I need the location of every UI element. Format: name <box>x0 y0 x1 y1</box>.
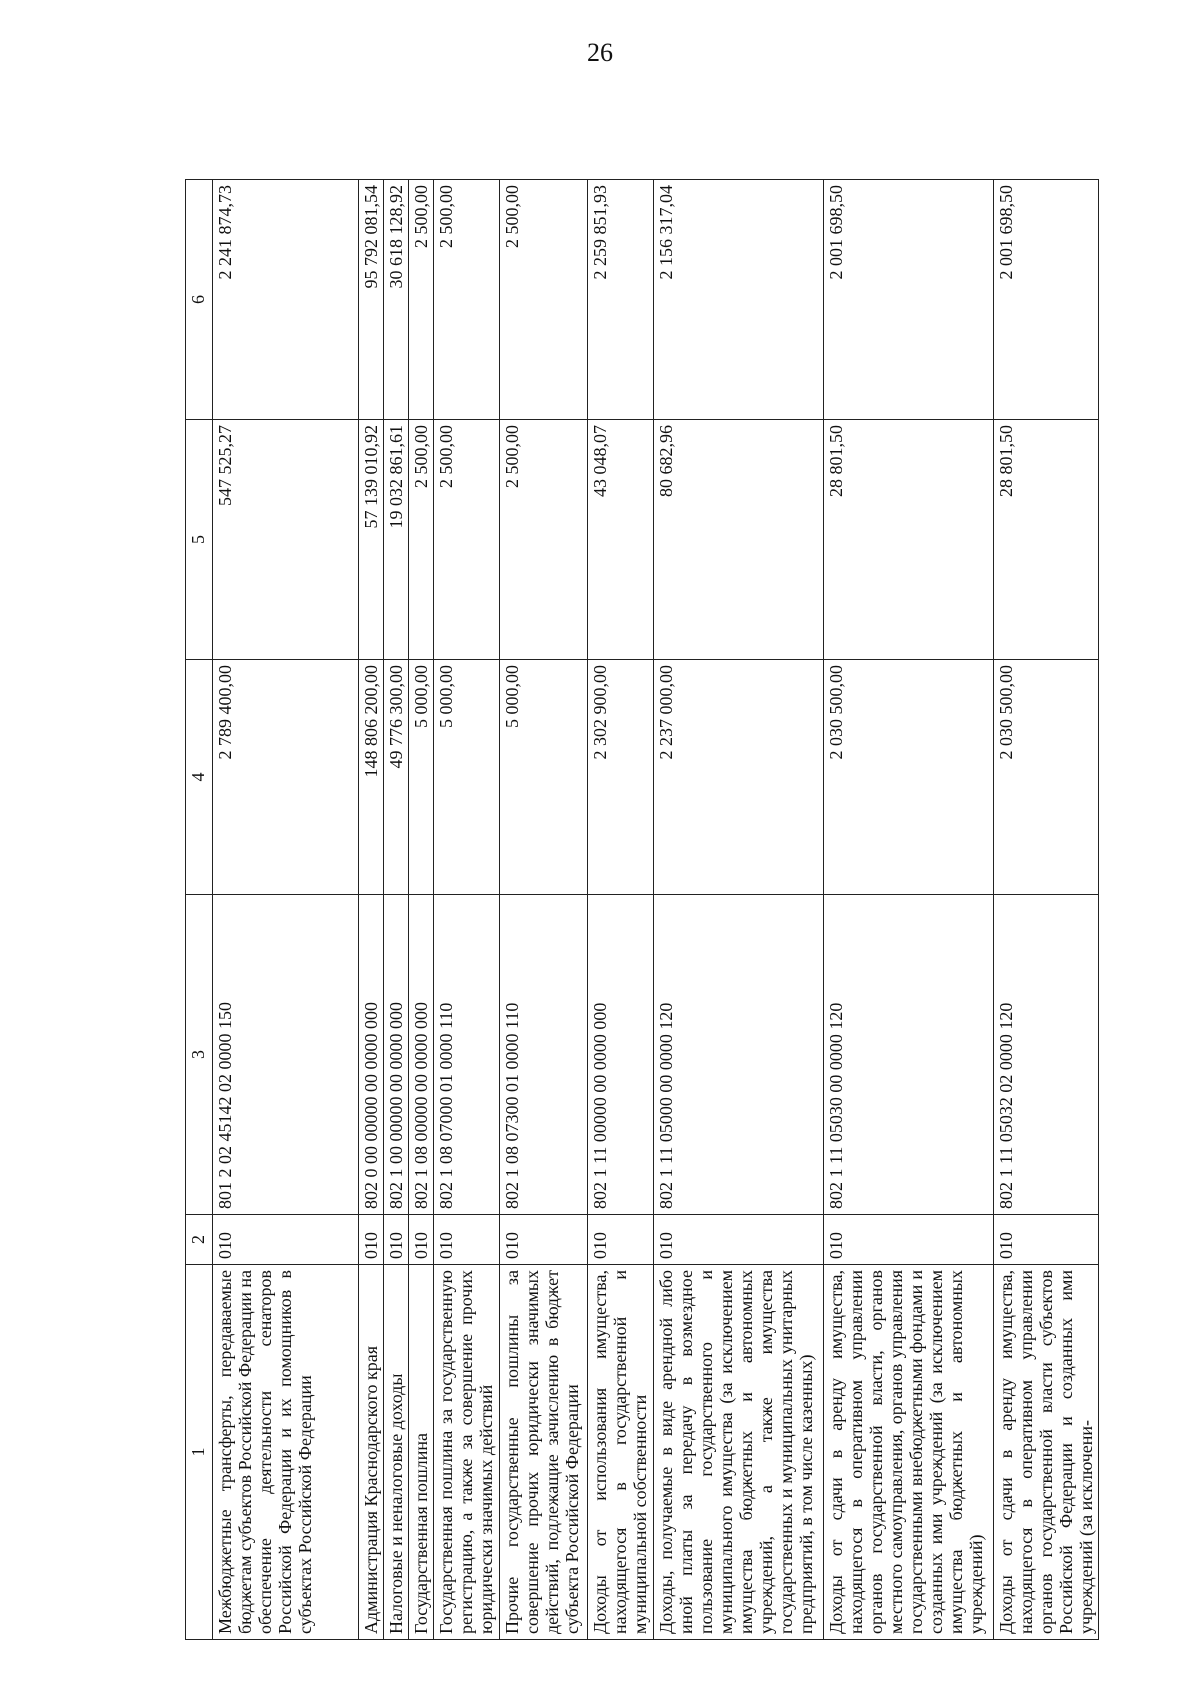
header-row <box>186 180 213 1640</box>
table-row <box>409 180 434 1640</box>
row-name: Государственная пошлина <box>409 1265 434 1640</box>
row-code: 010 <box>500 1215 588 1265</box>
row-code: 010 <box>588 1215 654 1265</box>
row-rest: 2 156 317,04 <box>654 180 824 420</box>
row-code: 010 <box>434 1215 500 1265</box>
row-code: 010 <box>654 1215 824 1265</box>
row-code: 010 <box>359 1215 384 1265</box>
row-name: Доходы, получаемые в виде арендной либо иной платы за передачу в возмездное пользование государственного и муниципального имущества (за исключением имущества бюджетных и автономных учреждений, а также имущества государственных и муниципальных унитарных предприятий, в том числе казенных) <box>654 1265 824 1640</box>
table-row <box>500 180 588 1640</box>
row-code: 010 <box>213 1215 359 1265</box>
row-code: 010 <box>824 1215 994 1265</box>
row-name: Доходы от сдачи в аренду имущества, находящегося в оперативном управлении органов государственной власти субъектов Российской Федерации и созданных ими учреждений (за исключени- <box>994 1265 1099 1640</box>
table-row <box>824 180 994 1640</box>
row-kbk: 802 1 11 00000 00 0000 000 <box>588 895 654 1215</box>
row-rest: 2 001 698,50 <box>824 180 994 420</box>
row-rest: 2 500,00 <box>434 180 500 420</box>
table-row <box>654 180 824 1640</box>
table-row <box>384 180 409 1640</box>
row-kbk: 802 1 11 05030 00 0000 120 <box>824 895 994 1215</box>
column-header: 4 <box>186 660 213 895</box>
table-row <box>994 180 1099 1640</box>
column-header: 3 <box>186 895 213 1215</box>
row-rest: 30 618 128,92 <box>384 180 409 420</box>
row-fact: 28 801,50 <box>994 420 1099 660</box>
row-plan: 2 030 500,00 <box>824 660 994 895</box>
page-number: 26 <box>587 38 613 67</box>
row-plan: 2 302 900,00 <box>588 660 654 895</box>
row-plan: 5 000,00 <box>500 660 588 895</box>
row-code: 010 <box>409 1215 434 1265</box>
row-plan: 5 000,00 <box>409 660 434 895</box>
row-code: 010 <box>994 1215 1099 1265</box>
row-name: Налоговые и неналоговые доходы <box>384 1265 409 1640</box>
row-plan: 2 237 000,00 <box>654 660 824 895</box>
row-plan: 2 789 400,00 <box>213 660 359 895</box>
row-plan: 49 776 300,00 <box>384 660 409 895</box>
row-rest: 2 500,00 <box>409 180 434 420</box>
row-name: Доходы от сдачи в аренду имущества, находящегося в оперативном управлении органов государственной власти, органов местного самоуправления, органов управления государственными внебюджетными фондами и созданных ими учреждений (за исключением имущества бюджетных и автономных учреждений) <box>824 1265 994 1640</box>
row-fact: 19 032 861,61 <box>384 420 409 660</box>
row-name: Администрация Краснодарского края <box>359 1265 384 1640</box>
row-rest: 2 500,00 <box>500 180 588 420</box>
row-fact: 80 682,96 <box>654 420 824 660</box>
column-header: 6 <box>186 180 213 420</box>
row-kbk: 802 1 00 00000 00 0000 000 <box>384 895 409 1215</box>
row-kbk: 801 2 02 45142 02 0000 150 <box>213 895 359 1215</box>
row-fact: 2 500,00 <box>434 420 500 660</box>
column-header: 2 <box>186 1215 213 1265</box>
table-row <box>359 180 384 1640</box>
row-name: Прочие государственные пошлины за совершение прочих юридически значимых действий, подлежащие зачислению в бюджет субъекта Российской Федерации <box>500 1265 588 1640</box>
column-header: 1 <box>186 1265 213 1640</box>
row-code: 010 <box>384 1215 409 1265</box>
row-kbk: 802 1 08 00000 00 0000 000 <box>409 895 434 1215</box>
row-plan: 5 000,00 <box>434 660 500 895</box>
row-kbk: 802 1 11 05032 02 0000 120 <box>994 895 1099 1215</box>
row-rest: 2 241 874,73 <box>213 180 359 420</box>
row-kbk: 802 1 08 07300 01 0000 110 <box>500 895 588 1215</box>
row-fact: 28 801,50 <box>824 420 994 660</box>
row-fact: 43 048,07 <box>588 420 654 660</box>
row-fact: 2 500,00 <box>409 420 434 660</box>
row-plan: 148 806 200,00 <box>359 660 384 895</box>
row-fact: 57 139 010,92 <box>359 420 384 660</box>
table-row <box>588 180 654 1640</box>
row-fact: 2 500,00 <box>500 420 588 660</box>
row-rest: 95 792 081,54 <box>359 180 384 420</box>
rotated-table-container <box>185 180 1145 1640</box>
row-name: Государственная пошлина за государственную регистрацию, а также за совершение прочих юридически значимых действий <box>434 1265 500 1640</box>
row-name: Доходы от использования имущества, находящегося в государственной и муниципальной собственности <box>588 1265 654 1640</box>
row-kbk: 802 1 11 05000 00 0000 120 <box>654 895 824 1215</box>
row-kbk: 802 0 00 00000 00 0000 000 <box>359 895 384 1215</box>
row-name: Межбюджетные трансферты, передаваемые бюджетам субъектов Российской Федерации на обеспечение деятельности сенаторов Российской Федерации и их помощников в субъектах Российской Федерации <box>213 1265 359 1640</box>
row-plan: 2 030 500,00 <box>994 660 1099 895</box>
revenue-table <box>185 179 1099 1640</box>
column-header: 5 <box>186 420 213 660</box>
row-rest: 2 001 698,50 <box>994 180 1099 420</box>
row-rest: 2 259 851,93 <box>588 180 654 420</box>
row-fact: 547 525,27 <box>213 420 359 660</box>
table-row <box>213 180 359 1640</box>
table-row <box>434 180 500 1640</box>
row-kbk: 802 1 08 07000 01 0000 110 <box>434 895 500 1215</box>
